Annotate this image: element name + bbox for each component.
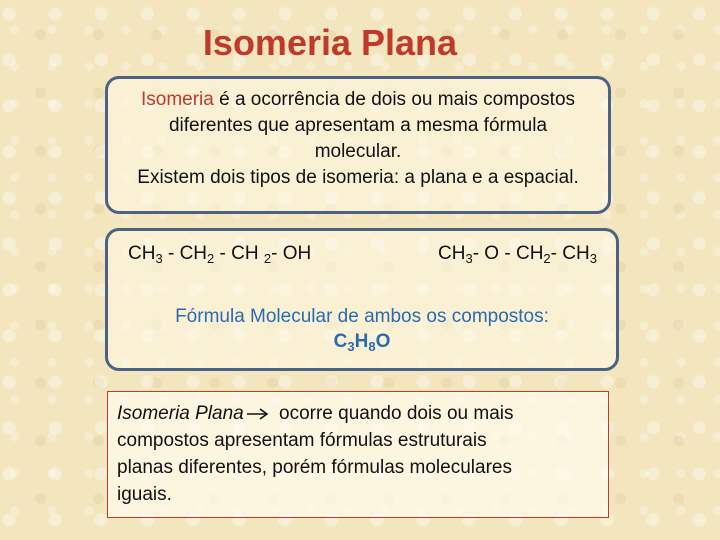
plana-line2: compostos apresentam fórmulas estruturais bbox=[117, 430, 487, 451]
plana-line1 bbox=[117, 400, 600, 427]
molecular-formula-label: Fórmula Molecular de ambos os compostos: bbox=[175, 306, 549, 327]
molecular-formula: $C_3H_8O$ bbox=[333, 331, 391, 354]
plana-lead: Isomeria Plana bbox=[117, 403, 244, 424]
ether-formula: $CH_3‑$ O ‑ $CH_2‑$ $CH_3$ bbox=[438, 243, 597, 266]
slide-title: Isomeria Plana bbox=[202, 22, 458, 63]
definition-line3: molecular. bbox=[314, 141, 402, 162]
plana-line3: planas diferentes, porém fórmulas moleculares bbox=[117, 457, 512, 478]
definition-line2: diferentes que apresentam a mesma fórmula bbox=[168, 115, 548, 136]
plana-line4: iguais. bbox=[117, 484, 172, 505]
definition-box bbox=[105, 76, 611, 214]
definition-line1: é a ocorrência de dois ou mais compostos bbox=[213, 89, 576, 110]
compounds-box bbox=[105, 228, 619, 371]
definition-line4: Existem dois tipos de isomeria: a plana e a espacial. bbox=[137, 167, 579, 188]
isomeria-plana-definition-box bbox=[107, 391, 609, 518]
propanol-formula: $CH_3$ ‑ $CH_2$ ‑ CH $_2$‑ OH bbox=[128, 243, 312, 266]
definition-text bbox=[108, 87, 608, 191]
definition-term: Isomeria bbox=[140, 89, 214, 110]
plana-text1: ocorre quando dois ou mais bbox=[273, 403, 514, 424]
right-arrow-icon bbox=[246, 407, 270, 421]
